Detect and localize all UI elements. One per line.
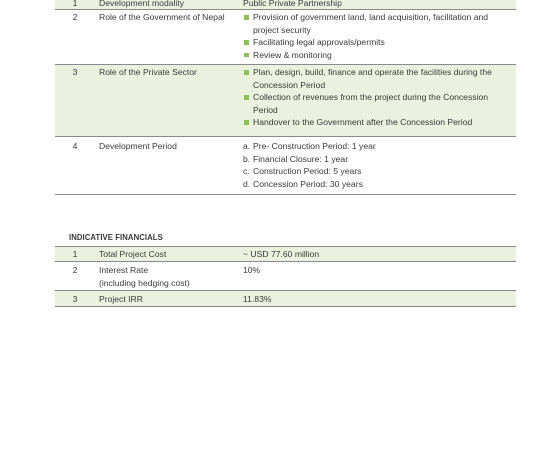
row-value: Public Private Partnership [243, 0, 342, 8]
financials-table [55, 246, 516, 307]
list-item: Provision of government land, land acquisition, facilitation and project security [243, 11, 515, 36]
bullet-icon [244, 95, 249, 100]
list-item: d. Concession Period: 30 years [243, 178, 363, 189]
row-number: 4 [72, 141, 78, 151]
table-row [55, 10, 516, 65]
row-number: 3 [72, 294, 78, 304]
bullet-icon [244, 70, 249, 75]
row-number: 2 [72, 265, 78, 275]
table-row [55, 0, 516, 10]
table-row [55, 65, 516, 137]
row-number: 1 [72, 0, 78, 8]
row-label: Development modality [99, 0, 185, 8]
row-number: 2 [72, 12, 78, 22]
row-number: 3 [72, 67, 78, 77]
list-item: Handover to the Government after the Concession Period [243, 116, 515, 129]
project-details-table [55, 0, 516, 195]
period-list [243, 140, 515, 190]
bullet-list [243, 66, 515, 129]
list-item: Plan, design, build, finance and operate the facilities during the Concession Period [243, 66, 515, 91]
table-row [55, 137, 516, 195]
bullet-icon [244, 53, 249, 58]
row-label: Role of the Private Sector [99, 67, 197, 77]
bullet-icon [244, 40, 249, 45]
row-label: Project IRR [99, 294, 143, 304]
row-number: 1 [72, 249, 78, 259]
table-row [55, 291, 516, 307]
row-label: Development Period [99, 141, 177, 151]
list-item: Collection of revenues from the project during the Concession Period [243, 91, 515, 116]
list-item: a. Pre- Construction Period: 1 year [243, 141, 376, 151]
row-value: ~ USD 77.60 million [243, 249, 320, 259]
row-label: Interest Rate (including hedging cost) [99, 265, 190, 288]
table-row [55, 247, 516, 262]
row-label: Role of the Government of Nepal [99, 12, 225, 22]
bullet-icon [244, 15, 249, 20]
row-value: 11.83% [243, 294, 272, 304]
list-item: Review & monitoring [243, 49, 515, 62]
table-row [55, 262, 516, 291]
list-item: Facilitating legal approvals/permits [243, 36, 515, 49]
section-heading: INDICATIVE FINANCIALS [69, 232, 163, 242]
bullet-icon [244, 120, 249, 125]
bullet-list [243, 11, 515, 61]
row-label: Total Project Cost [99, 249, 167, 259]
list-item: c. Construction Period: 5 years [243, 166, 362, 176]
list-item: b. Financial Closure: 1 year [243, 153, 349, 164]
row-value: 10% [243, 265, 261, 275]
